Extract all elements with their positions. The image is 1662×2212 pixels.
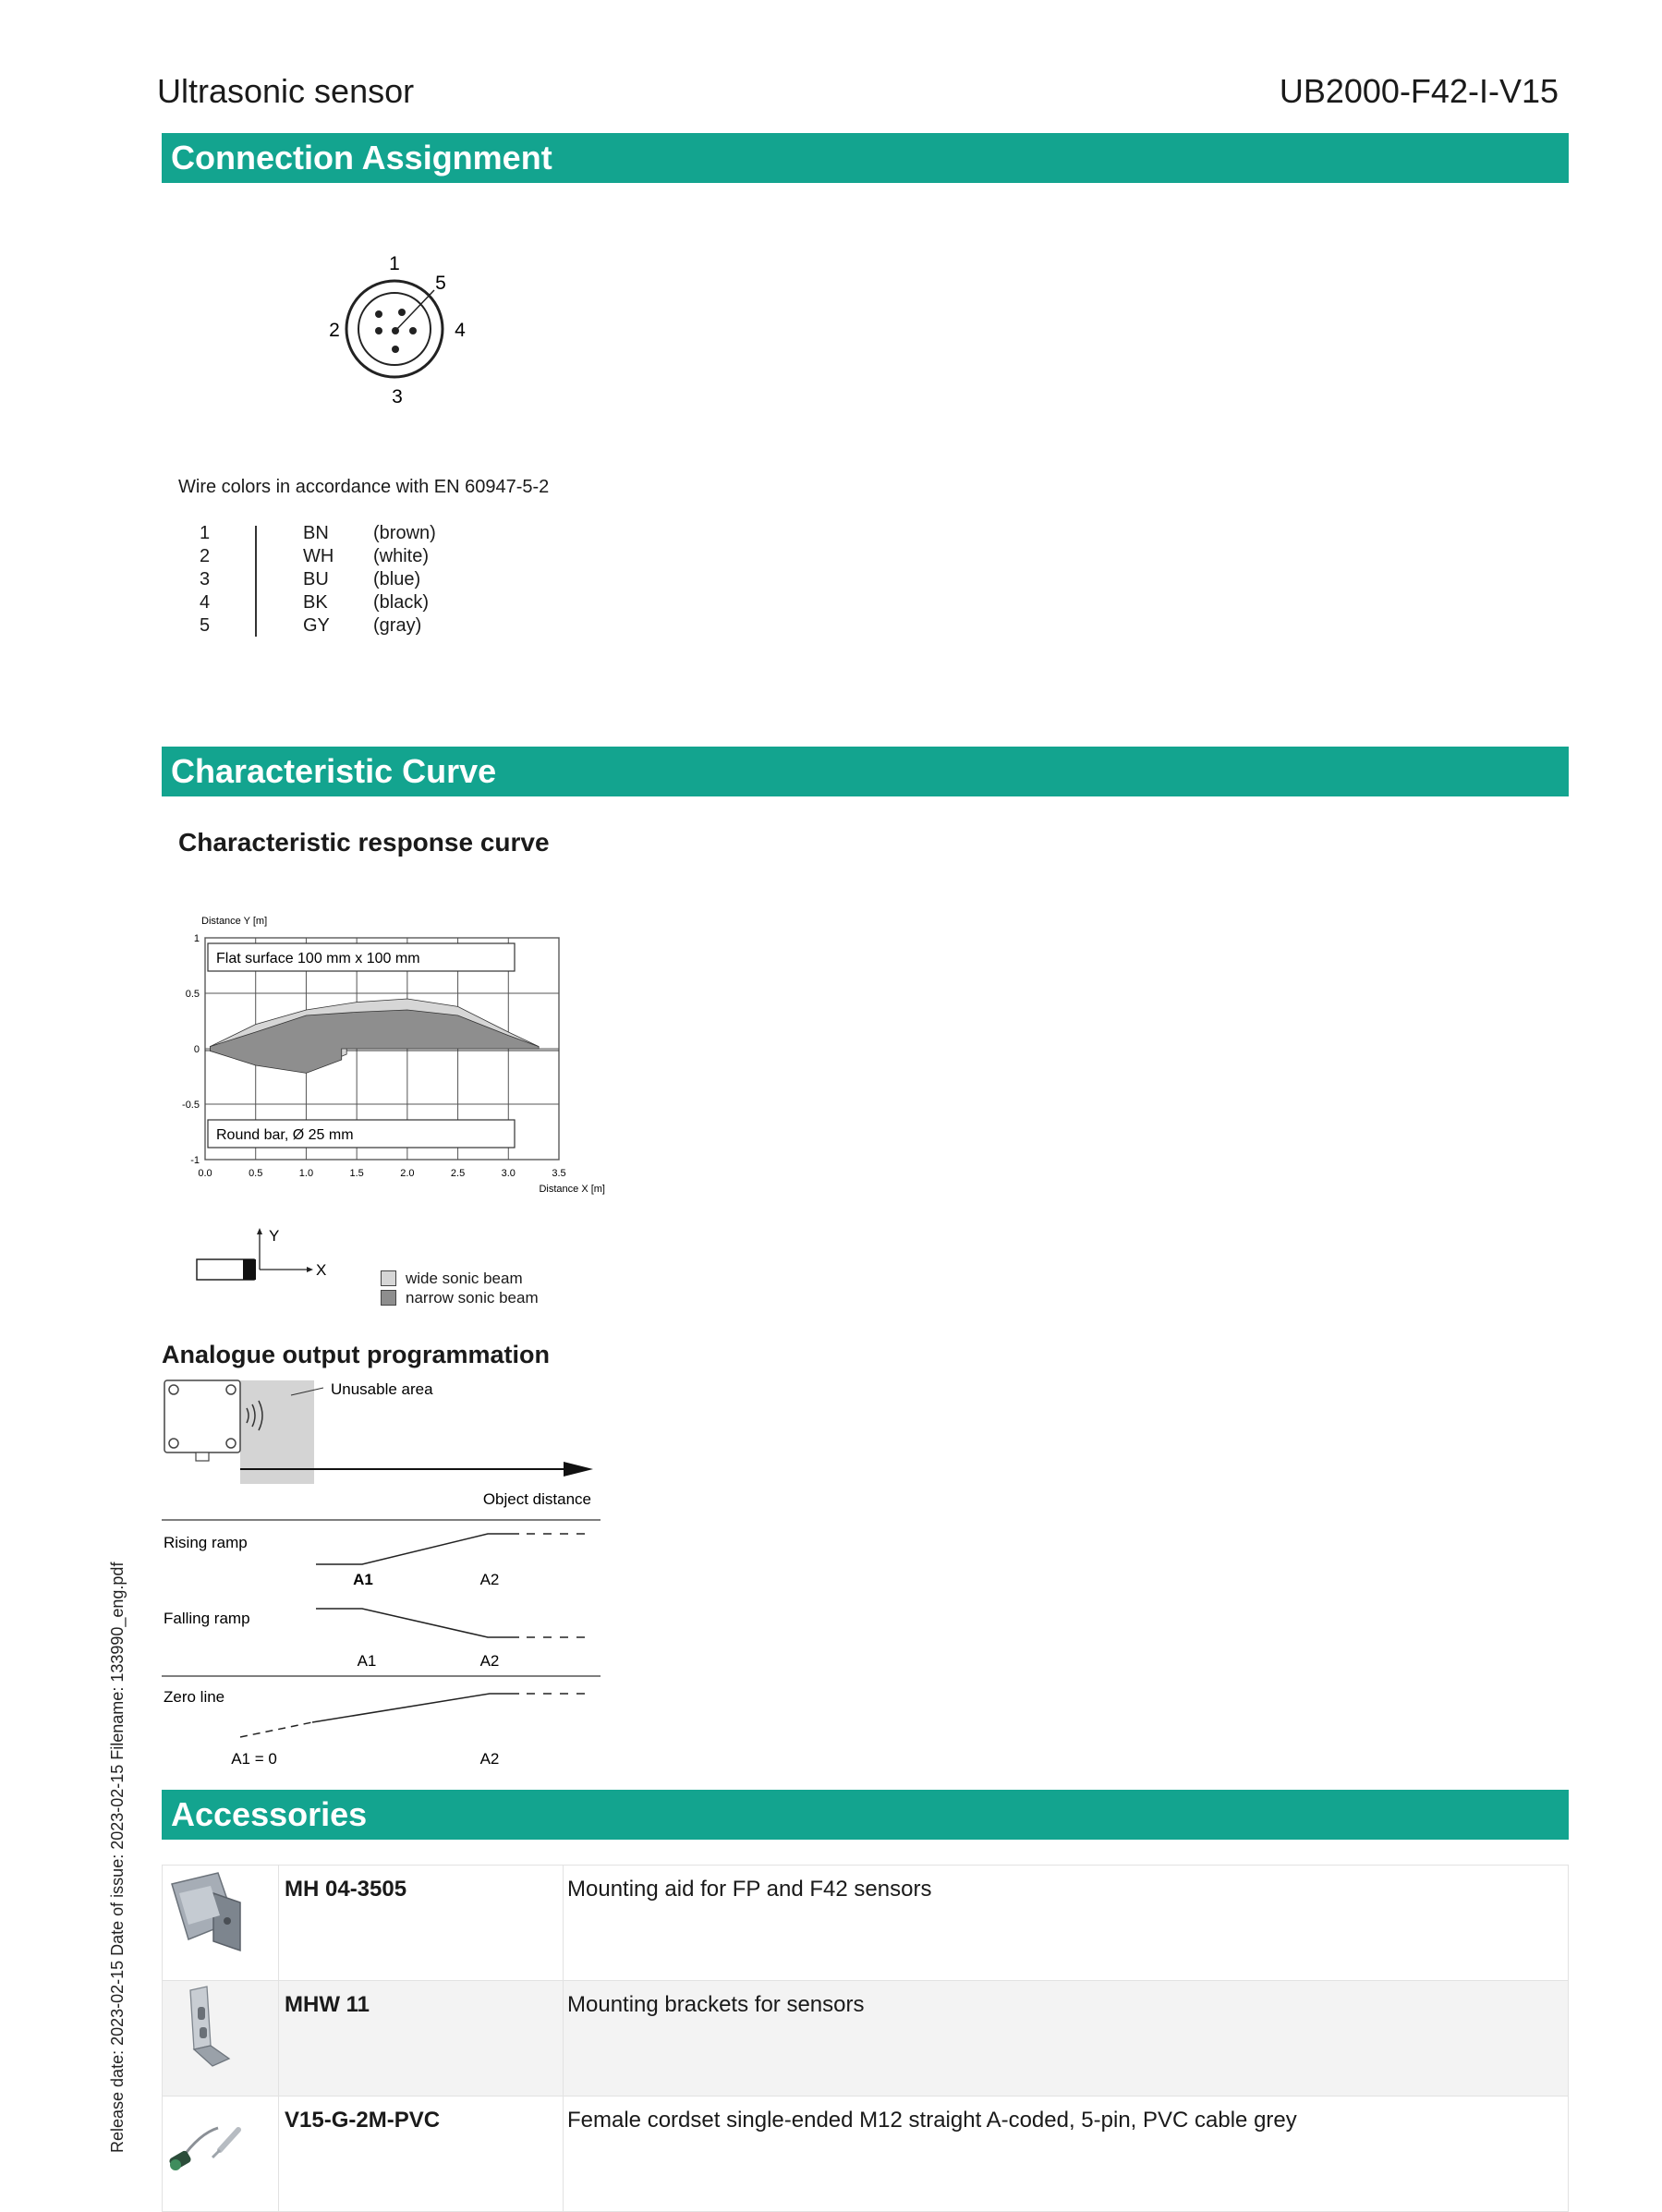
x-tick-label: 0.5	[249, 1168, 263, 1179]
product-type: Ultrasonic sensor	[157, 72, 415, 110]
accessories-table	[162, 1865, 1569, 2212]
connector-pinout-diagram	[314, 248, 480, 414]
rising-ramp-label: Rising ramp	[164, 1534, 248, 1551]
x-tick-label: 2.0	[400, 1168, 415, 1179]
legend-swatch-narrow	[381, 1290, 396, 1306]
legend-item-wide: wide sonic beam	[381, 1269, 539, 1288]
wire-row: 4 BK (black)	[200, 592, 430, 613]
rising-a1: A1	[353, 1571, 373, 1588]
zero-a2: A2	[479, 1750, 500, 1765]
analogue-output-diagram	[157, 1377, 610, 1765]
axis-y-symbol: Y	[269, 1227, 280, 1245]
release-footer: Release date: 2023-02-15 Date of issue: 2023-02-15 Filename: 133990_eng.pdf	[108, 1562, 127, 2153]
wire-row: 5 GY (gray)	[200, 615, 422, 636]
pin-label-5: 5	[435, 273, 446, 294]
x-tick-label: 2.5	[450, 1168, 466, 1179]
pin-label-1: 1	[389, 253, 400, 274]
legend-item-narrow: narrow sonic beam	[381, 1288, 539, 1307]
zero-line-ramp	[312, 1694, 519, 1722]
bracket-photo-icon	[163, 1981, 278, 2073]
response-curve-chart	[166, 910, 628, 1197]
accessory-image-cell	[163, 1866, 279, 1981]
y-tick-label: 1	[193, 933, 200, 944]
y-tick-label: 0	[193, 1044, 200, 1055]
object-distance-label: Object distance	[482, 1490, 591, 1508]
y-tick-label: 0.5	[185, 989, 200, 1000]
x-tick-label: 3.0	[501, 1168, 516, 1179]
legend-swatch-wide	[381, 1270, 396, 1286]
annotation-round-bar: Round bar, Ø 25 mm	[216, 1127, 354, 1143]
zero-line-label: Zero line	[164, 1688, 225, 1706]
pin-label-3: 3	[392, 386, 403, 407]
section-connection-assignment: Connection Assignment	[162, 133, 1569, 183]
wire-color-table	[194, 522, 436, 638]
accessory-name: V15-G-2M-PVC	[279, 2097, 564, 2212]
falling-a2: A2	[479, 1652, 500, 1670]
wire-row: 2 WH (white)	[200, 546, 430, 566]
y-tick-label: -1	[190, 1155, 200, 1166]
axis-x-symbol: X	[316, 1261, 327, 1279]
accessory-name: MHW 11	[279, 1981, 564, 2097]
zero-a1: A1 = 0	[231, 1750, 277, 1765]
accessory-description: Mounting brackets for sensors	[564, 1981, 1569, 2097]
accessory-name: MH 04-3505	[279, 1866, 564, 1981]
accessory-row	[163, 2097, 1569, 2212]
x-tick-label: 0.0	[198, 1168, 212, 1179]
pin-label-2: 2	[329, 320, 340, 341]
rising-a2: A2	[479, 1571, 500, 1588]
wire-row: 1 BN (brown)	[200, 523, 436, 543]
cordset-photo-icon	[163, 2097, 278, 2189]
section-accessories: Accessories	[162, 1790, 1569, 1840]
x-tick-label: 1.5	[349, 1168, 364, 1179]
mounting-aid-photo-icon	[163, 1866, 278, 1958]
wire-colors-title: Wire colors in accordance with EN 60947-5-2	[178, 477, 550, 497]
model-number: UB2000-F42-I-V15	[1279, 72, 1559, 110]
x-tick-label: 1.0	[298, 1168, 314, 1179]
accessory-description: Female cordset single-ended M12 straight A-coded, 5-pin, PVC cable grey	[564, 2097, 1569, 2212]
section-characteristic-curve: Characteristic Curve	[162, 747, 1569, 796]
x-tick-label: 3.5	[552, 1168, 566, 1179]
falling-ramp-label: Falling ramp	[164, 1610, 250, 1627]
rising-ramp-line	[316, 1534, 519, 1564]
wire-row: 3 BU (blue)	[200, 569, 421, 589]
y-tick-label: -0.5	[182, 1100, 200, 1111]
table-divider	[255, 526, 257, 637]
accessory-image-cell	[163, 1981, 279, 2097]
sensor-housing	[164, 1380, 240, 1452]
accessory-image-cell	[163, 2097, 279, 2212]
response-curve-heading: Characteristic response curve	[178, 828, 550, 857]
beam-legend	[381, 1269, 539, 1307]
unusable-area-label: Unusable area	[331, 1380, 433, 1398]
accessory-row	[163, 1866, 1569, 1981]
y-axis-label: Distance Y [m]	[201, 916, 268, 927]
pin-label-4: 4	[455, 320, 466, 341]
falling-a1: A1	[357, 1652, 377, 1670]
analogue-heading: Analogue output programmation	[162, 1341, 550, 1368]
accessory-row	[163, 1981, 1569, 2097]
x-axis-label: Distance X [m]	[539, 1184, 605, 1195]
falling-ramp-line	[316, 1609, 519, 1637]
annotation-flat-surface: Flat surface 100 mm x 100 mm	[216, 951, 420, 966]
accessory-description: Mounting aid for FP and F42 sensors	[564, 1866, 1569, 1981]
